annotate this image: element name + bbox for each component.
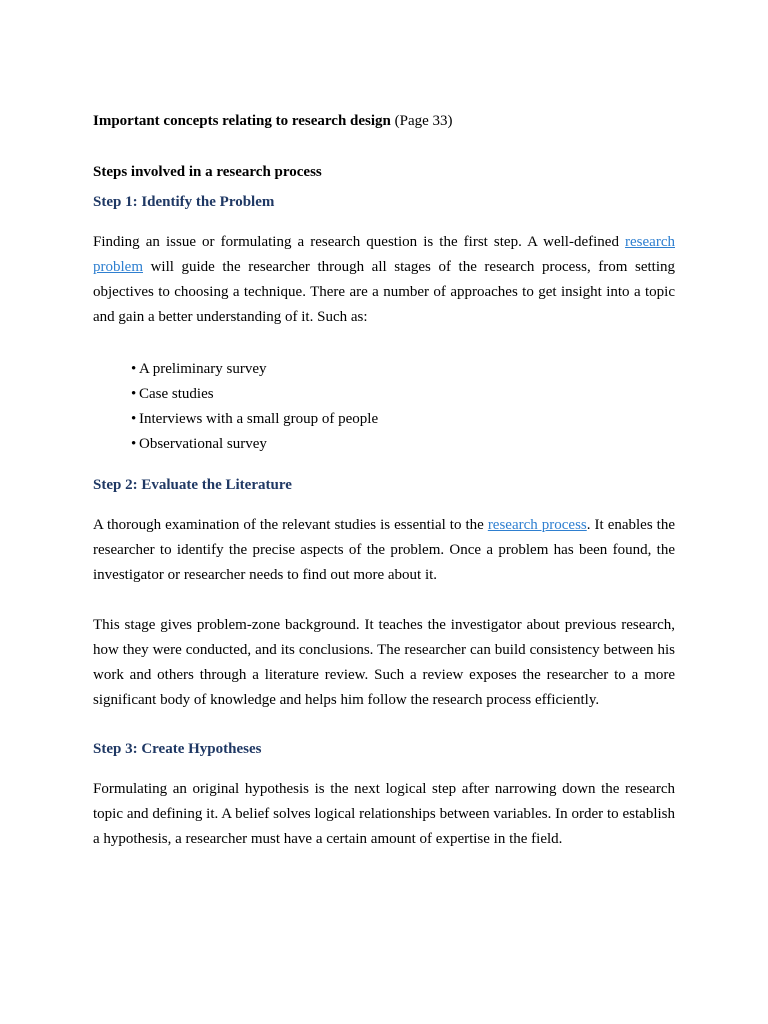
step1-text-a: Finding an issue or formulating a research question is the first step. A well-defined <box>93 234 626 250</box>
document-title <box>93 110 675 132</box>
step2-heading: Step 2: Evaluate the Literature <box>93 477 292 493</box>
list-item: • Observational survey <box>131 432 675 457</box>
research-problem-link[interactable]: research problem <box>93 234 675 275</box>
step2-text-a: A thorough examination of the relevant studies is essential to the <box>93 517 488 533</box>
section-title: Steps involved in a research process <box>93 164 322 180</box>
step1-text-b: will guide the researcher through all stages of the research process, from setting objectives to choosing a technique. There are a number of approaches to get insight into a topic and gain a better understanding of it. Such as: <box>93 259 675 325</box>
step1-bullet-list <box>93 357 675 457</box>
step2-text-b: . It enables the researcher to identify the precise aspects of the problem. Once a problem has been found, the investigator or researcher needs to find out more about it. <box>93 517 675 583</box>
step2-paragraph-2: This stage gives problem-zone background. It teaches the investigator about previous research, how they were conducted, and its conclusions. The researcher can build consistency between his work and others through a literature review. Such a review exposes the researcher to a more significant body of knowledge and helps him follow the research process efficiently. <box>93 617 675 708</box>
research-process-link[interactable]: research process <box>487 517 587 533</box>
title-page-ref: (Page 33) <box>394 113 453 129</box>
title-bold: Important concepts relating to research design <box>93 113 391 129</box>
step1-heading: Step 1: Identify the Problem <box>93 194 275 210</box>
step1-paragraph <box>93 230 675 330</box>
document-content <box>93 110 675 852</box>
step2-paragraph-1 <box>93 513 675 588</box>
list-item: • Interviews with a small group of people <box>131 407 675 432</box>
step3-paragraph: Formulating an original hypothesis is the next logical step after narrowing down the research topic and defining it. A belief solves logical relationships between variables. In order to establish a hypothesis, a researcher must have a certain amount of expertise in the field. <box>93 781 675 847</box>
list-item: • Case studies <box>131 382 675 407</box>
list-item: • A preliminary survey <box>131 357 675 382</box>
step3-heading: Step 3: Create Hypotheses <box>93 741 262 757</box>
